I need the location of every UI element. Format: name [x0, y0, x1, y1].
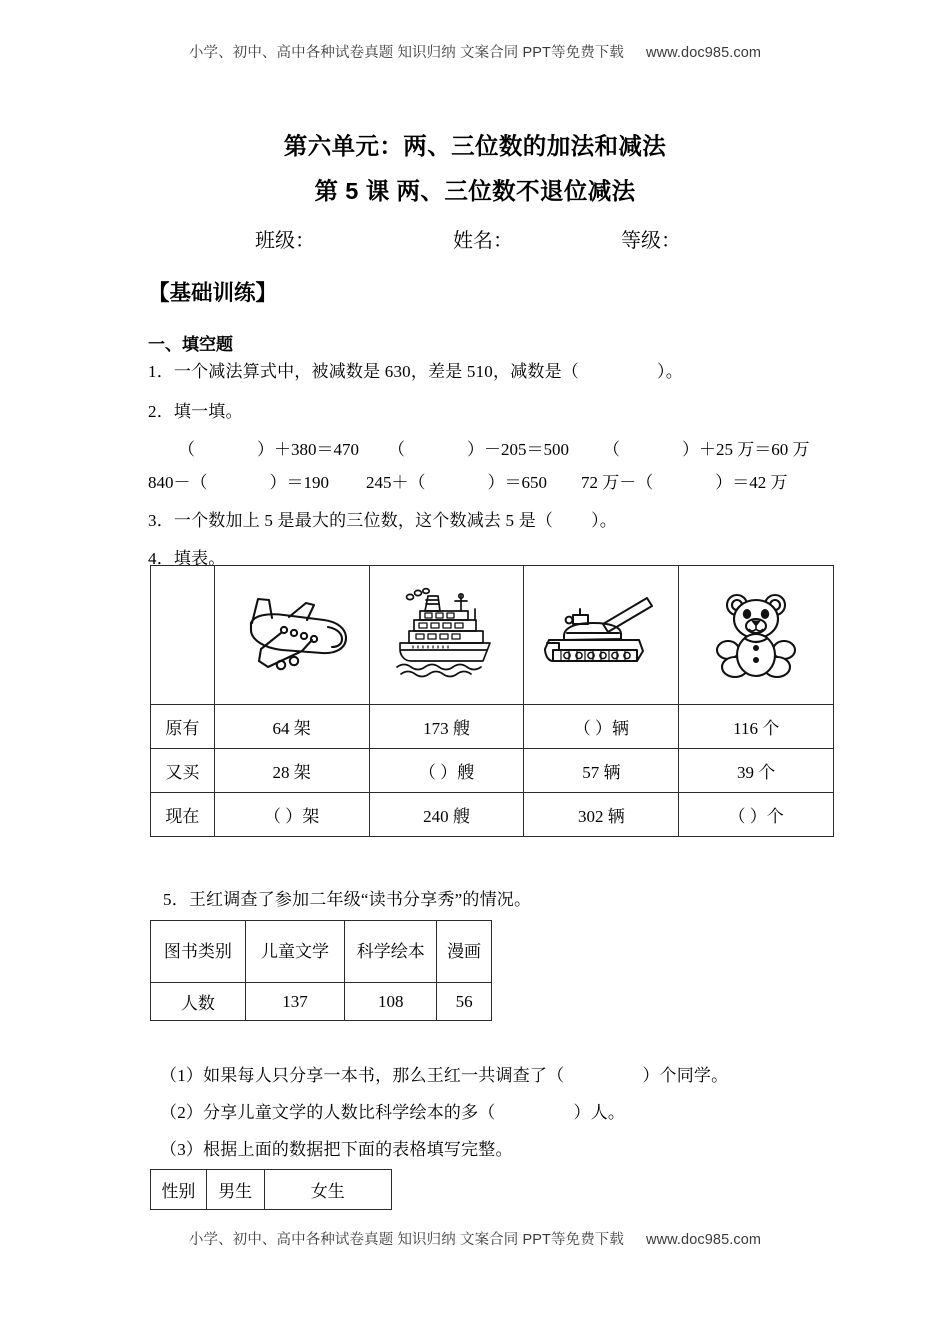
gender-table — [150, 1169, 392, 1210]
cell-now-bear[interactable]: （ ）个 — [679, 793, 834, 837]
tank-cell — [524, 566, 679, 705]
cell-bought-ship[interactable]: （ ）艘 — [369, 749, 524, 793]
page-title-lesson: 第 5 课 两、三位数不退位减法 — [314, 178, 636, 204]
page-title-unit: 第六单元：两、三位数的加法和减法 — [283, 133, 667, 159]
question-3 — [148, 506, 617, 531]
survey-header-childrens-literature: 儿童文学 — [245, 921, 345, 983]
watermark-text: 小学、初中、高中各种试卷真题 知识归纳 文案合同 PPT等免费下载 — [188, 1232, 625, 1248]
survey-header-science-picture-book: 科学绘本 — [345, 921, 437, 983]
row-label-now: 现在 — [151, 793, 215, 837]
question-5-2 — [160, 1098, 625, 1123]
watermark-url: www.doc985.com — [646, 1232, 762, 1248]
airplane-cell — [214, 566, 369, 705]
cell-original-bear: 116 个 — [679, 705, 834, 749]
grade-field-label: 等级： — [621, 230, 681, 252]
teddy-bear-icon — [706, 585, 806, 685]
equation-1: （ ）＋380＝470 — [178, 440, 359, 459]
table-row — [151, 749, 834, 793]
table-row — [151, 793, 834, 837]
table-row — [151, 983, 492, 1021]
row-label-bought: 又买 — [151, 749, 215, 793]
equation-4: 840－（ ）＝190 — [148, 473, 329, 492]
empty-corner-cell — [151, 566, 215, 705]
section-fill-in-blank: 一、填空题 — [148, 335, 233, 354]
watermark-text: 小学、初中、高中各种试卷真题 知识归纳 文案合同 PPT等免费下载 — [188, 45, 625, 61]
ship-icon — [387, 587, 507, 683]
gender-header-boys: 男生 — [206, 1170, 264, 1210]
student-info-line — [255, 224, 735, 253]
teddy-bear-cell — [679, 566, 834, 705]
question-1-tail: ）。 — [657, 362, 683, 381]
question-3-tail: ）。 — [591, 511, 618, 530]
row-label-original: 原有 — [151, 705, 215, 749]
question-4: 4．填表。 — [148, 549, 226, 568]
survey-row-label-count: 人数 — [151, 983, 246, 1021]
equation-2: （ ）－205＝500 — [388, 440, 569, 459]
header-watermark — [0, 41, 950, 62]
cell-bought-bear: 39 个 — [679, 749, 834, 793]
gender-header-girls: 女生 — [264, 1170, 391, 1210]
equation-row-1 — [178, 435, 810, 460]
question-5-3: （3）根据上面的数据把下面的表格填写完整。 — [160, 1140, 513, 1159]
question-5-1-text: （1）如果每人只分享一本书，那么王红一共调查了（ — [160, 1066, 565, 1085]
question-2: 2．填一填。 — [148, 402, 243, 421]
question-5-2-text: （2）分享儿童文学的人数比科学绘本的多（ — [160, 1103, 496, 1122]
survey-header-category: 图书类别 — [151, 921, 246, 983]
survey-header-comics: 漫画 — [437, 921, 492, 983]
question-1-text: 1．一个减法算式中，被减数是 630，差是 510，减数是（ — [148, 362, 579, 381]
gender-header-label: 性别 — [151, 1170, 207, 1210]
question-5: 5．王红调查了参加二年级“读书分享秀”的情况。 — [163, 890, 532, 909]
question-5-2-tail: ）人。 — [573, 1103, 626, 1122]
table-row — [151, 705, 834, 749]
footer-watermark — [0, 1228, 950, 1249]
cell-now-airplane[interactable]: （ ）架 — [214, 793, 369, 837]
cell-bought-tank: 57 辆 — [524, 749, 679, 793]
question-1 — [148, 357, 683, 382]
watermark-url: www.doc985.com — [646, 45, 762, 61]
ship-cell — [369, 566, 524, 705]
question-5-1 — [160, 1061, 728, 1086]
cell-original-tank[interactable]: （ ）辆 — [524, 705, 679, 749]
question-5-1-tail: ）个同学。 — [642, 1066, 729, 1085]
goods-count-table — [150, 565, 834, 837]
table-row — [151, 1170, 392, 1210]
cell-now-tank: 302 辆 — [524, 793, 679, 837]
equation-row-2 — [148, 468, 788, 493]
tank-icon — [537, 587, 665, 683]
equation-3: （ ）＋25 万＝60 万 — [603, 440, 810, 459]
equation-6: 72 万－（ ）＝42 万 — [581, 473, 788, 492]
question-3-text: 3．一个数加上 5 是最大的三位数，这个数减去 5 是（ — [148, 511, 554, 530]
cell-bought-airplane: 28 架 — [214, 749, 369, 793]
survey-value-comics: 56 — [437, 983, 492, 1021]
book-survey-table — [150, 920, 492, 1021]
cell-original-airplane: 64 架 — [214, 705, 369, 749]
table-header-row — [151, 921, 492, 983]
cell-original-ship: 173 艘 — [369, 705, 524, 749]
section-basic-training: 【基础训练】 — [148, 281, 278, 305]
table-row-pictures — [151, 566, 834, 705]
equation-5: 245＋（ ）＝650 — [366, 473, 547, 492]
airplane-icon — [228, 587, 356, 683]
survey-value-childrens-literature: 137 — [245, 983, 345, 1021]
survey-value-science-picture-book: 108 — [345, 983, 437, 1021]
name-field-label: 姓名： — [453, 230, 513, 252]
class-field-label: 班级： — [255, 230, 315, 252]
cell-now-ship: 240 艘 — [369, 793, 524, 837]
